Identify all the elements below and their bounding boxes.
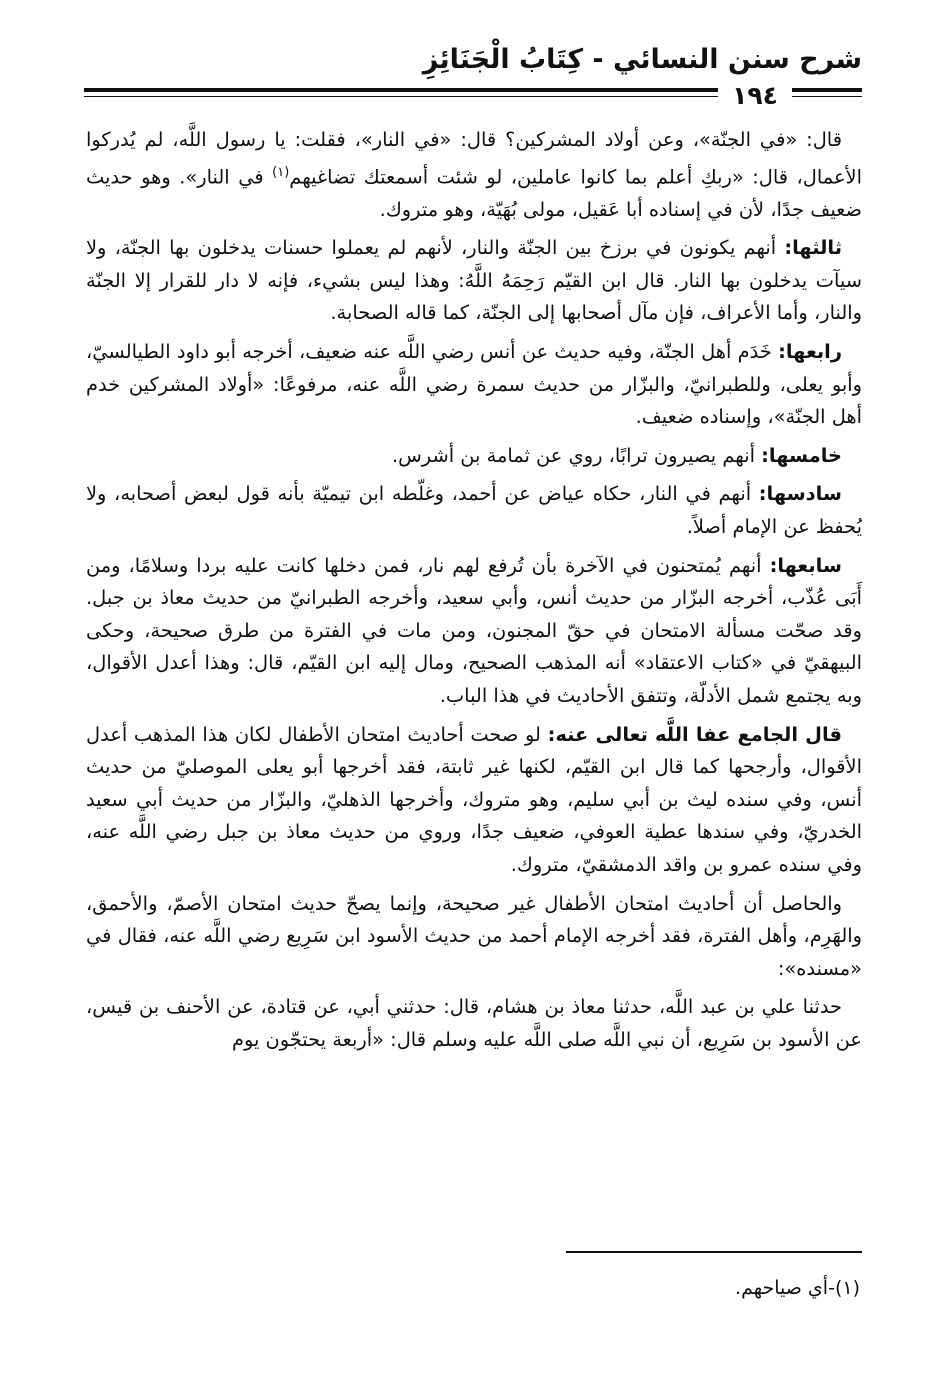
paragraph-text: لو صحت أحاديث امتحان الأطفال لكان هذا المذهب أعدل الأقوال، وأرجحها كما قال ابن القيّم، لكنها غير ثابتة، فقد أخرجها أبو يعلى الموصليّ من حديث أنس، وفي سنده ليث بن أبي سليم، وهو متروك، وأخرجها الذهليّ، والبزّار من حديث أبي سعيد الخدريّ، وفي سندها عطية العوفي، ضعيف جدًا، وروي من حديث معاذ بن جبل رضي اللَّه عنه، وفي سنده عمرو بن واقد الدمشقيّ، متروك.	[86, 722, 862, 876]
paragraph	[86, 478, 862, 543]
paragraph	[86, 888, 862, 986]
paragraph-text: في النار». وهو حديث ضعيف جدًا، لأن في إسناده أبا عَقيل، مولى بُهَيّة، وهو متروك.	[86, 165, 862, 221]
paragraph-text: أنهم يكونون في برزخ بين الجنّة والنار، لأنهم لم يعملوا حسنات يدخلون بها الجنّة، ولا سيآت يدخلون بها النار. قال ابن القيّم رَحِمَهُ اللَّهُ: وهذا ليس بشيء، فإنه لا دار للقرار إلا الجنّة والنار، وأما الأعراف، فإن مآل أصحابها إلى الجنّة، كما قاله الصحابة.	[86, 236, 862, 325]
paragraph	[86, 440, 862, 473]
paragraph-heading: سادسها:	[758, 482, 842, 506]
paragraph-text: أنهم في النار، حكاه عياض عن أحمد، وغلّطه ابن تيميّة بأنه قول لبعض أصحابه، ولا يُحفظ عن الإمام أصلاً.	[86, 482, 862, 538]
paragraph	[86, 232, 862, 330]
paragraph	[86, 550, 862, 713]
footnote	[735, 1277, 860, 1299]
paragraph	[86, 991, 862, 1056]
paragraph	[86, 719, 862, 882]
paragraph	[86, 124, 862, 226]
main-text	[86, 124, 862, 1063]
paragraph-heading: خامسها:	[761, 443, 842, 467]
footnote-separator	[566, 1251, 862, 1253]
page-number: ١٩٤	[718, 80, 792, 112]
paragraph-heading: ثالثها:	[784, 236, 842, 260]
paragraph-text: أنهم يُمتحنون في الآخرة بأن تُرفع لهم نار، فمن دخلها كانت عليه بردا وسلامًا، ومن أَبَى عُذّب، أخرجه البزّار من حديث أنس، وأبي سعيد، وأخرجه الطبرانيّ من حديث معاذ بن جبل. وقد صحّت مسألة الامتحان في حقّ المجنون، ومن مات في الفترة من طرق صحيحة، وحكى البيهقيّ في «كتاب الاعتقاد» أنه المذهب الصحيح، ومال إليه ابن القيّم، قال: وهذا أعدل الأقوال، وبه يجتمع شمل الأدلّة، وتتفق الأحاديث في هذا الباب.	[86, 553, 862, 707]
paragraph-text: قال: «في الجنّة»، وعن أولاد المشركين؟ قال: «في النار»، فقلت: يا رسول اللَّه، لم يُدركوا الأعمال، قال: «ربكِ أعلم بما كانوا عاملين، لو شئت أسمعتك تضاغيهم	[86, 128, 862, 189]
running-header-title: شرح سنن النسائي - كِتَابُ الْجَنَائِزِ	[422, 44, 862, 75]
paragraph-text: والحاصل أن أحاديث امتحان الأطفال غير صحيحة، وإنما يصحّ حديث امتحان الأصمّ، والأحمق، والهَرِم، وأهل الفترة، فقد أخرجه الإمام أحمد من حديث الأسود ابن سَرِيع رضي اللَّه عنه، فقال في «مسنده»:	[86, 891, 862, 980]
paragraph	[86, 336, 862, 434]
paragraph-text: أنهم يصيرون ترابًا، روي عن ثمامة بن أشرس.	[391, 443, 762, 467]
paragraph-text: خَدَم أهل الجنّة، وفيه حديث عن أنس رضي اللَّه عنه ضعيف، أخرجه أبو داود الطيالسيّ، وأبو يعلى، وللطبرانيّ، والبزّار من حديث سمرة رضي اللَّه عنه، مرفوعًا: «أولاد المشركين خدم أهل الجنّة»، وإسناده ضعيف.	[86, 340, 862, 429]
paragraph-text: حدثنا علي بن عبد اللَّه، حدثنا معاذ بن هشام، قال: حدثني أبي، عن قتادة، عن الأحنف بن قيس، عن الأسود بن سَرِيع، أن نبي اللَّه صلى اللَّه عليه وسلم قال: «أربعة يحتجّون يوم	[86, 995, 862, 1051]
paragraph-heading: سابعها:	[769, 553, 842, 577]
paragraph-heading: رابعها:	[778, 340, 842, 364]
footnote-reference: (١)	[272, 164, 290, 180]
footnote-marker: (١)	[834, 1277, 860, 1299]
footnote-text: -أي صياحهم.	[735, 1277, 835, 1299]
paragraph-heading: قال الجامع عفا اللَّه تعالى عنه:	[547, 722, 842, 746]
